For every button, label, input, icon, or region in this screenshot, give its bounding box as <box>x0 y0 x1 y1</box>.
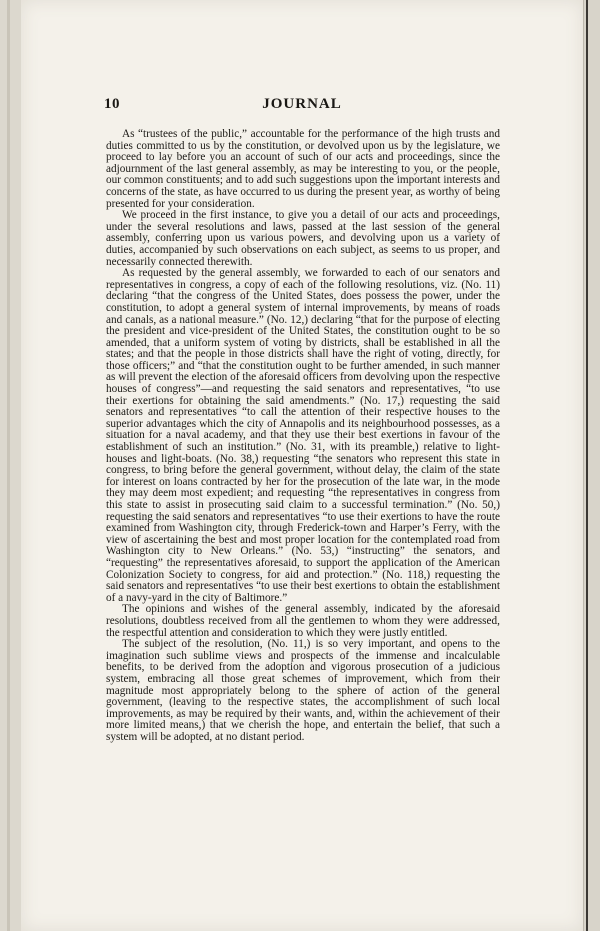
paragraph-resolutions: As requested by the general assembly, we forwarded to each of our senators and representatives in congress, a copy of each of the following resolutions, viz. (No. 11) declaring “that the congress of the United States, does possess the power, under the constitution, to adopt a general system of internal improvements, by means of roads and canals, as a national measure.” (No. 12,) declaring “that for the purpose of electing the president and vice-president of the United States, the constitution ought to be so amended, that a uniform system of voting by districts, shall be established in all the states; and that the people in those districts shall have the right of voting, directly, for those officers;” and “that the constitution ought to be further amended, in such manner as will prevent the election of the aforesaid officers from devolving upon the respective houses of congress”—and requesting the said senators and representatives, “to use their exertions for obtaining the said amendments.” (No. 17,) requesting the said senators and representatives “to call the attention of their respective houses to the superior advantages which the city of Annapolis and its neighbourhood possesses, as a situation for a naval academy, and that they use their best exertions in favour of the establishment of such an institution.” (No. 31, with its preamble,) relative to light-houses and light-boats. (No. 38,) requesting “the senators who represent this state in congress, to bring before the general government, without delay, the claim of the state for interest on loans contracted by her for the prosecution of the late war, in the mode they may deem most expedient; and requesting “the representatives in congress from this state to assist in prosecuting said claim to a successful termination.” (No. 50,) requesting the said senators and representatives “to use their exertions to have the route examined from Washington city, through Frederick-town and Harper’s Ferry, with the view of ascertaining the best and most proper location for the contemplated road from Washington city to New Orleans.” (No. 53,) “instructing” the senators, and “requesting” the representatives aforesaid, to support the application of the American Colonization Society to congress, for aid and protection.” (No. 118,) requesting the said senators and representatives “to use their best exertions to obtain the establishment of a navy-yard in the city of Baltimore.” <box>106 267 500 604</box>
body-text <box>106 129 500 743</box>
paragraph-trustees: As “trustees of the public,” accountable for the performance of the high trusts and duties committed to us by the constitution, or devolved upon us by the legislature, we proceed to lay before you an account of such of our acts and proceedings, since the adjournment of the last general assembly, as may be interesting to you, or the people, our common constituents; and to add such suggestions upon the important interests and concerns of the state, as have occurred to us during the present year, as worthy of being presented for your consideration. <box>106 128 500 210</box>
running-title: JOURNAL <box>262 96 342 112</box>
page-edge-right <box>583 0 600 931</box>
page-header <box>104 96 500 118</box>
page-gutter-left <box>0 0 22 931</box>
page-number: 10 <box>104 96 120 112</box>
paragraph-opinions: The opinions and wishes of the general assembly, indicated by the aforesaid resolutions, doubtless received from all the gentlemen to whom they were addressed, the respectful attention and consideration to which they were justly entitled. <box>106 603 500 639</box>
paragraph-proceed: We proceed in the first instance, to give you a detail of our acts and proceedings, under the several resolutions and laws, passed at the last session of the general assembly, conferring upon us various powers, and devolving upon us a variety of duties, accompanied by such observations on each subject, as seems to us proper, and necessarily connected therewith. <box>106 209 500 268</box>
paragraph-subject: The subject of the resolution, (No. 11,) is so very important, and opens to the imagination such sublime views and prospects of the immense and incalculable benefits, to be derived from the adoption and vigorous prosecution of a judicious system, embracing all those great schemes of improvement, which from their magnitude most appropriately belong to the sphere of action of the general government, (leaving to the respective states, the accomplishment of such local improvements, as may be required by their wants, and, within the achievement of their more limited means,) that we cherish the hope, and entertain the belief, that such a system will be adopted, at no distant period. <box>106 638 500 743</box>
